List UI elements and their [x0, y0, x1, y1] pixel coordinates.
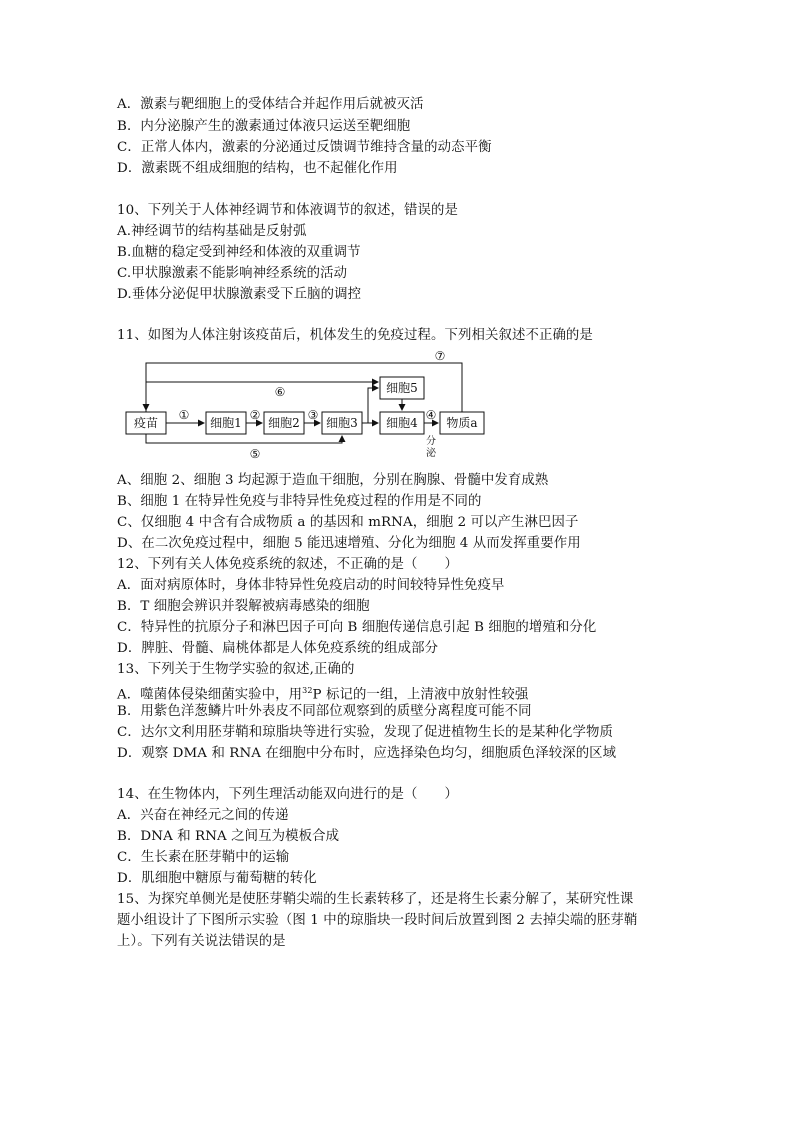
q9-option-b: B．内分泌腺产生的激素通过体液只运送至靶细胞 [117, 119, 411, 134]
secrete-label-2: 泌 [426, 448, 436, 459]
step-6-label: ⑥ [274, 385, 286, 399]
cell2-label: 细胞2 [268, 416, 300, 430]
isotope-mass-number: 32 [302, 686, 313, 695]
q13-option-a-post: P 标记的一组，上清液中放射性较强 [312, 687, 529, 703]
q11-option-b: B、细胞 1 在特异性免疫与非特异性免疫过程的作用是不同的 [117, 494, 482, 509]
q12-option-c: C．特异性的抗原分子和淋巴因子可向 B 细胞传递信息引起 B 细胞的增殖和分化 [117, 620, 597, 635]
q10-option-a: A.神经调节的结构基础是反射弧 [117, 224, 307, 239]
step-5-label: ⑤ [249, 447, 261, 461]
q10-stem: 10、下列关于人体神经调节和体液调节的叙述，错误的是 [117, 203, 459, 218]
q11-option-a: A、细胞 2、细胞 3 均起源于造血干细胞，分别在胸腺、骨髓中发育成熟 [117, 473, 549, 488]
cell5-label: 细胞5 [386, 381, 418, 395]
immune-process-diagram [118, 348, 488, 462]
q13-option-d: D．观察 DMA 和 RNA 在细胞中分布时，应选择染色均匀，细胞质色泽较深的区域 [117, 746, 617, 761]
q14-stem: 14、在生物体内，下列生理活动能双向进行的是（ ） [117, 787, 459, 802]
q14-option-b: B．DNA 和 RNA 之间互为模板合成 [117, 829, 340, 844]
q15-stem-line-1: 15、为探究单侧光是使胚芽鞘尖端的生长素转移了，还是将生长素分解了，某研究性课 [117, 892, 634, 907]
q9-option-a: A．激素与靶细胞上的受体结合并起作用后就被灭活 [117, 97, 424, 112]
q15-stem-line-2: 题小组设计了下图所示实验（图 1 中的琼脂块一段时间后放置到图 2 去掉尖端的胚芽鞘 [117, 913, 638, 928]
q13-option-b: B．用紫色洋葱鳞片叶外表皮不同部位观察到的质壁分离程度可能不同 [117, 704, 532, 719]
q14-option-d: D．肌细胞中糖原与葡萄糖的转化 [117, 871, 317, 886]
q12-option-b: B．T 细胞会辨识并裂解被病毒感染的细胞 [117, 599, 370, 614]
step-3-label: ③ [307, 408, 319, 422]
cell3-label: 细胞3 [326, 416, 358, 430]
q14-option-c: C．生长素在胚芽鞘中的运输 [117, 850, 290, 865]
step-4-label: ④ [425, 408, 437, 422]
q15-stem-line-3: 上）。下列有关说法错误的是 [117, 934, 286, 949]
q10-option-c: C.甲状腺激素不能影响神经系统的活动 [117, 266, 348, 281]
step-1-label: ① [178, 408, 190, 422]
substance-a-label: 物质a [446, 416, 478, 430]
step-7-label: ⑦ [434, 349, 446, 363]
secrete-label-1: 分 [426, 436, 436, 447]
q11-stem: 11、如图为人体注射该疫苗后，机体发生的免疫过程。下列相关叙述不正确的是 [117, 328, 593, 343]
q14-option-a: A．兴奋在神经元之间的传递 [117, 808, 289, 823]
q13-option-c: C．达尔文利用胚芽鞘和琼脂块等进行实验，发现了促进植物生长的是某种化学物质 [117, 725, 614, 740]
q9-option-c: C．正常人体内，激素的分泌通过反馈调节维持含量的动态平衡 [117, 140, 492, 155]
q9-option-d: D．激素既不组成细胞的结构，也不起催化作用 [117, 161, 398, 176]
q10-option-d: D.垂体分泌促甲状腺激素受下丘脑的调控 [117, 287, 362, 302]
q13-option-a-pre: A．噬菌体侵染细菌实验中，用 [117, 687, 303, 703]
q12-stem: 12、下列有关人体免疫系统的叙述，不正确的是（ ） [117, 557, 459, 572]
cell1-label: 细胞1 [210, 416, 242, 430]
q13-stem: 13、下列关于生物学实验的叙述,正确的 [117, 662, 355, 677]
q12-option-d: D．脾脏、骨髓、扁桃体都是人体免疫系统的组成部分 [117, 641, 439, 656]
q11-option-c: C、仅细胞 4 中含有合成物质 a 的基因和 mRNA，细胞 2 可以产生淋巴因子 [117, 515, 579, 530]
q10-option-b: B.血糖的稳定受到神经和体液的双重调节 [117, 245, 361, 260]
q12-option-a: A．面对病原体时，身体非特异性免疫启动的时间较特异性免疫早 [117, 578, 505, 593]
step-2-label: ② [249, 408, 261, 422]
q11-option-d: D、在二次免疫过程中，细胞 5 能迅速增殖、分化为细胞 4 从而发挥重要作用 [117, 536, 581, 551]
vaccine-label: 疫苗 [133, 416, 159, 430]
cell4-label: 细胞4 [386, 416, 418, 430]
